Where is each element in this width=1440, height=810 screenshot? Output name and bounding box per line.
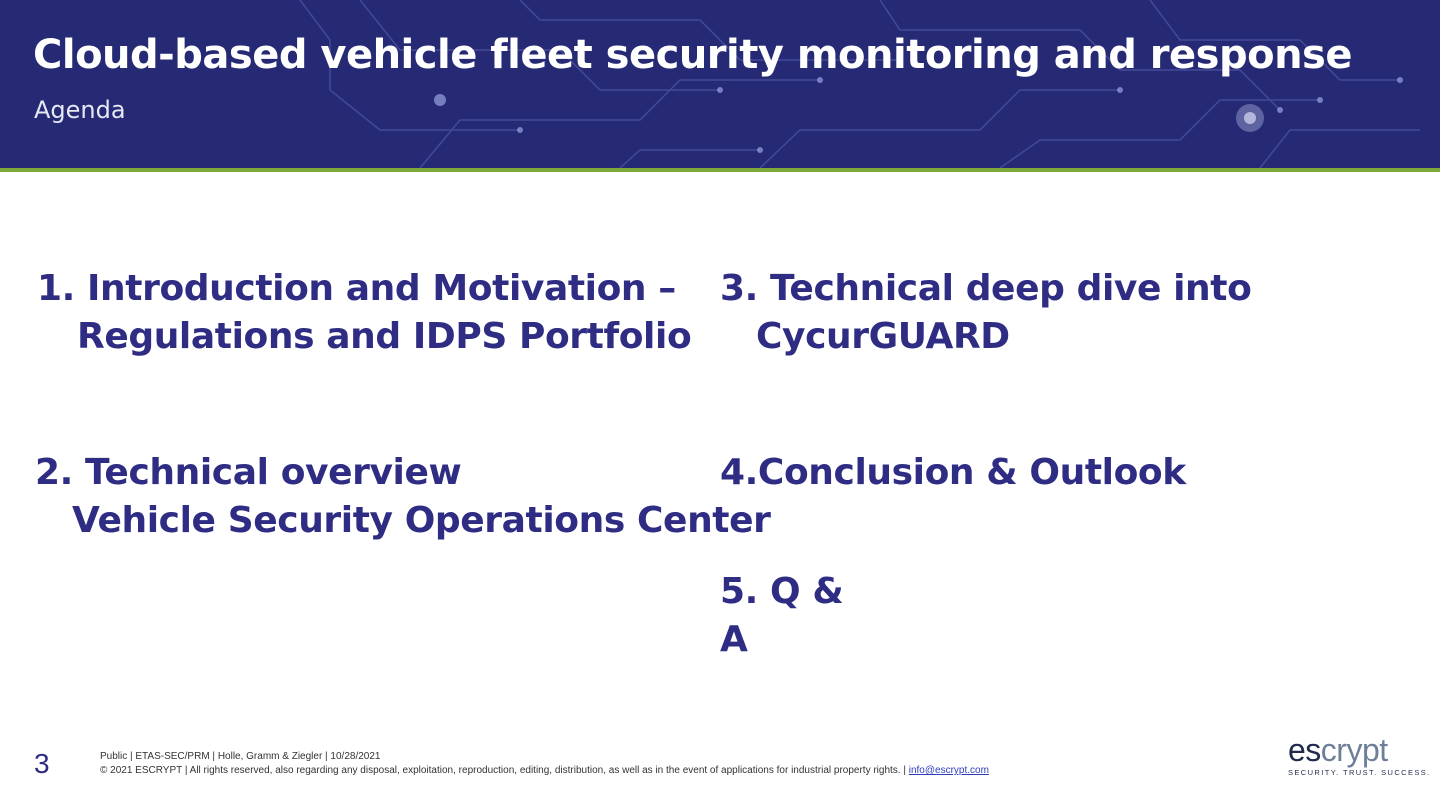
logo-wordmark: [1288, 734, 1388, 766]
header-banner: [0, 0, 1440, 168]
circuit-background-graphic: [0, 0, 1440, 168]
agenda-item-5-line-2: A: [720, 619, 748, 660]
agenda-item-1-line-2: Regulations and IDPS Portfolio: [77, 316, 692, 357]
footer-text: [100, 750, 989, 778]
page-title: Cloud-based vehicle fleet security monitoring and response: [33, 32, 1352, 78]
agenda-item-3-line-1: 3. Technical deep dive into: [720, 268, 1252, 309]
footer-line-2: [100, 764, 989, 778]
header-divider: [0, 168, 1440, 172]
escrypt-logo: [1288, 732, 1431, 782]
page-subtitle: Agenda: [34, 96, 126, 124]
logo-tagline: SECURITY. TRUST. SUCCESS.: [1288, 768, 1431, 777]
footer-copyright: © 2021 ESCRYPT | All rights reserved, also regarding any disposal, exploitation, reproduction, editing, distribution, as well as in the event of applications for industrial property rights. |: [100, 765, 906, 776]
agenda-item-4-line-1: 4.Conclusion & Outlook: [720, 452, 1186, 493]
agenda-item-1: [37, 265, 691, 361]
logo-word-crypt: crypt: [1320, 732, 1388, 768]
agenda-item-4: [720, 449, 1186, 497]
page-number: 3: [34, 748, 50, 779]
agenda-item-5-line-1: 5. Q &: [720, 571, 844, 612]
agenda-item-2-line-1: 2. Technical overview: [35, 452, 462, 493]
agenda-item-2: [35, 449, 770, 545]
agenda-item-3-line-2: CycurGUARD: [756, 316, 1010, 357]
agenda-item-5: [720, 568, 843, 664]
agenda-item-2-line-2: Vehicle Security Operations Center: [72, 500, 771, 541]
logo-word-es: es: [1288, 732, 1321, 768]
footer-email-link[interactable]: info@escrypt.com: [908, 765, 989, 776]
agenda-item-1-line-1: 1. Introduction and Motivation –: [37, 268, 676, 309]
agenda-item-3: [720, 265, 1251, 361]
footer-line-1: Public | ETAS-SEC/PRM | Holle, Gramm & Ziegler | 10/28/2021: [100, 751, 381, 762]
